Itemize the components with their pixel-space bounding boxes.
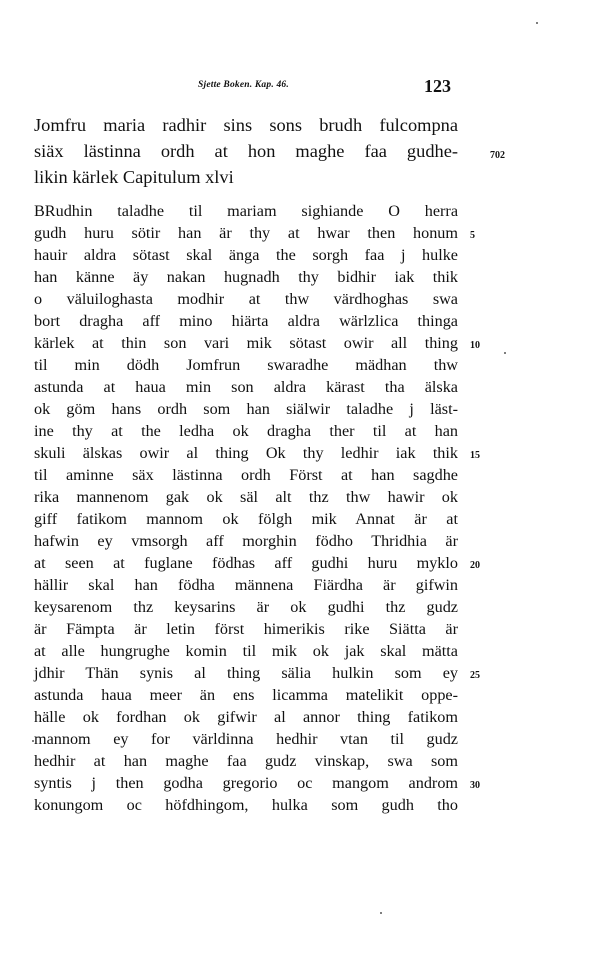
text-line: hedhir at han maghe faa gudz vinskap, swa som — [34, 752, 458, 770]
text-line: kärlek at thin son vari mik sötast owir all thing — [34, 334, 458, 352]
chapter-heading-line: Jomfru maria radhir sins sons brudh fulcompna — [34, 115, 458, 135]
line-number: 10 — [470, 340, 480, 351]
chapter-heading-line: likin kärlek Capitulum xlvi — [34, 167, 234, 187]
margin-reference-number: 702 — [490, 150, 505, 161]
text-line: skuli älskas owir al thing Ok thy ledhir iak thik — [34, 444, 458, 462]
line-number: 20 — [470, 560, 480, 571]
chapter-heading-line: siäx lästinna ordh at hon maghe faa gudhe- — [34, 141, 458, 161]
paper-speck — [504, 352, 506, 354]
paper-speck — [380, 912, 382, 914]
text-line: syntis j then godha gregorio oc mangom androm — [34, 774, 458, 792]
text-line: til aminne säx lästinna ordh Först at han sagdhe — [34, 466, 458, 484]
text-line: gudh huru sötir han är thy at hwar then honum — [34, 224, 458, 242]
text-line: at seen at fuglane födhas aff gudhi huru myklo — [34, 554, 458, 572]
paper-speck — [536, 22, 538, 24]
text-line: giff fatikom mannom ok fölgh mik Annat är at — [34, 510, 458, 528]
text-line: bort dragha aff mino hiärta aldra wärlzlica thinga — [34, 312, 458, 330]
text-line: jdhir Thän synis al thing sälia hulkin som ey — [34, 664, 458, 682]
line-number: 5 — [470, 230, 475, 241]
text-line: han känne äy nakan hugnadh thy bidhir iak thik — [34, 268, 458, 286]
text-line: at alle hungrughe komin til mik ok jak skal mätta — [34, 642, 458, 660]
text-line: BRudhin taladhe til mariam sighiande O herra — [34, 202, 458, 220]
text-line: mannom ey for världinna hedhir vtan til gudz — [34, 730, 458, 748]
text-line: är Fämpta är letin först himerikis rike Siätta är — [34, 620, 458, 638]
running-head — [0, 76, 592, 96]
text-line: keysarenom thz keysarins är ok gudhi thz gudz — [34, 598, 458, 616]
text-line: o väluiloghasta modhir at thw värdhoghas swa — [34, 290, 458, 308]
page-number: 123 — [424, 76, 451, 96]
text-line: ine thy at the ledha ok dragha ther til at han — [34, 422, 458, 440]
text-line: hauir aldra sötast skal änga the sorgh faa j hulke — [34, 246, 458, 264]
text-line: astunda at haua min son aldra kärast tha älska — [34, 378, 458, 396]
text-line: astunda haua meer än ens licamma matelikit oppe- — [34, 686, 458, 704]
text-line: til min dödh Jomfrun swaradhe mädhan thw — [34, 356, 458, 374]
line-number: 25 — [470, 670, 480, 681]
text-line: konungom oc höfdhingom, hulka som gudh tho — [34, 796, 458, 814]
text-line: hälle ok fordhan ok gifwir al annor thing fatikom — [34, 708, 458, 726]
running-head-title: Sjette Boken. Kap. 46. — [198, 80, 289, 90]
text-line: rika mannenom gak ok säl alt thz thw hawir ok — [34, 488, 458, 506]
line-number: 15 — [470, 450, 480, 461]
paper-speck — [32, 740, 34, 742]
text-line: ok göm hans ordh som han siälwir taladhe j läst- — [34, 400, 458, 418]
text-line: hafwin ey vmsorgh aff morghin födho Thridhia är — [34, 532, 458, 550]
text-line: hällir skal han födha männena Fiärdha är gifwin — [34, 576, 458, 594]
line-number: 30 — [470, 780, 480, 791]
